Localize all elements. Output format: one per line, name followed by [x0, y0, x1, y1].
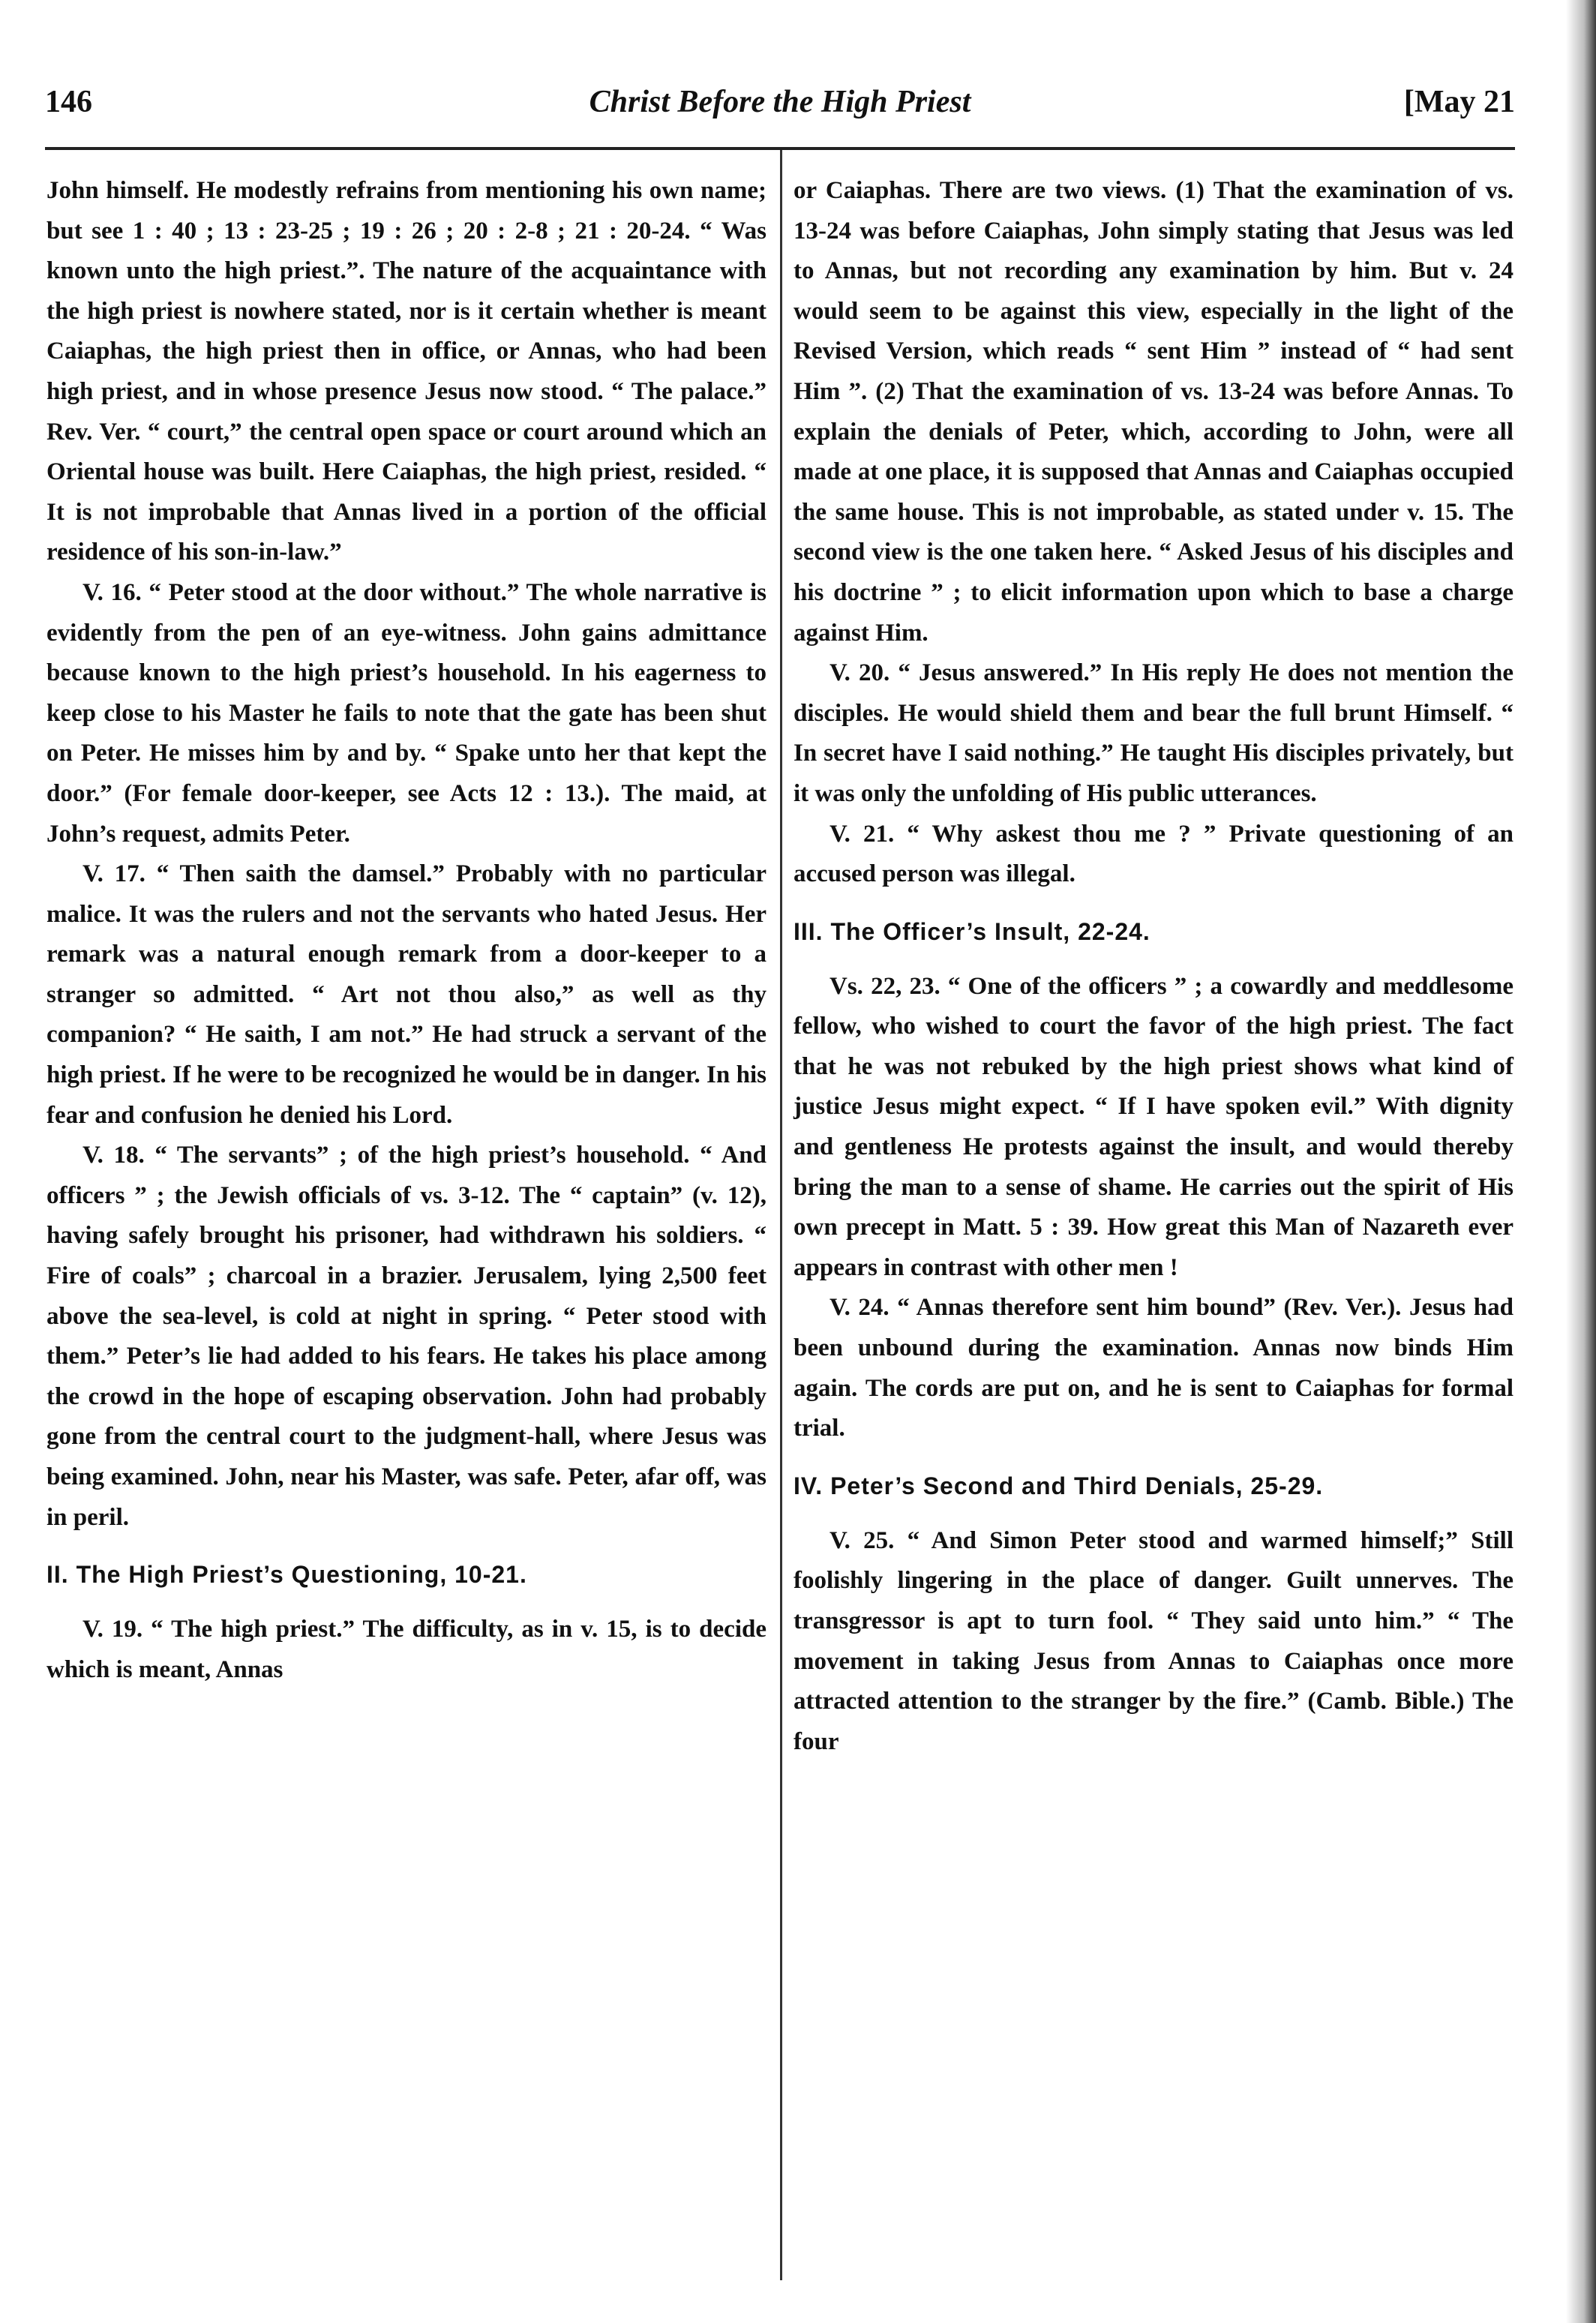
paragraph: Vs. 22, 23. “ One of the officers ” ; a cowardly and meddlesome fellow, who wished to court the favor of the high priest. The fact that he was not rebuked by the high priest shows what kind of justice Jesus might expect. “ If I have spoken evil.” With dignity and gentleness He protests against the insult, and would thereby bring the man to a sense of shame. He carries out the spirit of His own precept in Matt. 5 : 39. How great this Man of Nazareth ever appears in contrast with other men ! — [794, 972, 1514, 1281]
right-column — [794, 171, 1514, 1762]
paragraph: V. 25. “ And Simon Peter stood and warmed himself;” Still foolishly lingering in the place of danger. Guilt unnerves. The transgressor is apt to turn fool. “ They said unto him.” “ The movement in taking Jesus from Annas to Caiaphas once more attracted attention to the stranger by the fire.” (Camb. Bible.) The four — [794, 1526, 1514, 1755]
issue-date: [May 21 — [1403, 85, 1515, 119]
scan-edge-shadow — [1566, 0, 1596, 2323]
paragraph: V. 21. “ Why askest thou me ? ” Private questioning of an accused person was illegal. — [794, 820, 1514, 888]
running-title: Christ Before the High Priest — [589, 85, 971, 119]
paragraph: V. 19. “ The high priest.” The difficulty, as in v. 15, is to decide which is meant, Annas — [46, 1616, 766, 1683]
left-column — [46, 171, 766, 1690]
section-heading: III. The Officer’s Insult, 22-24. — [794, 917, 1150, 945]
paragraph: John himself. He modestly refrains from mentioning his own name; but see 1 : 40 ; 13 : 23-25 ; 19 : 26 ; 20 : 2-8 ; 21 : 20-24. “ Was known unto the high priest.”. The nature of the acquaintance with the high priest is nowhere stated, nor is it certain whether is meant Caiaphas, the high priest then in office, or Annas, who had been high priest, and in whose presence Jesus now stood. “ The palace.” Rev. Ver. “ court,” the central open space or court around which an Oriental house was built. Here Caiaphas, the high priest, resided. “ It is not improbable that Annas lived in a portion of the official residence of his son-in-law.” — [46, 177, 766, 566]
paragraph: V. 17. “ Then saith the damsel.” Probably with no particular malice. It was the rulers and not the servants who hated Jesus. Her remark was a natural enough remark from a door-keeper to a stranger so admitted. “ Art not thou also,” as well as thy companion? “ He saith, I am not.” He had struck a servant of the high priest. If he were to be recognized he would be in danger. In his fear and confusion he denied his Lord. — [46, 860, 766, 1129]
section-heading: II. The High Priest’s Questioning, 10-21. — [46, 1561, 527, 1589]
page-number: 146 — [45, 85, 92, 119]
paragraph: V. 16. “ Peter stood at the door without.” The whole narrative is evidently from the pen of an eye-witness. John gains admittance because known to the high priest’s household. In his eagerness to keep close to his Master he fails to note that the gate has been shut on Peter. He misses him by and by. “ Spake unto her that kept the door.” (For female door-keeper, see Acts 12 : 13.). The maid, at John’s request, admits Peter. — [46, 578, 766, 848]
page-header — [45, 84, 1515, 137]
paragraph: V. 18. “ The servants” ; of the high priest’s household. “ And officers ” ; the Jewish officials of vs. 3-12. The “ captain” (v. 12), having safely brought his prisoner, had withdrawn his soldiers. “ Fire of coals” ; charcoal in a brazier. Jerusalem, lying 2,500 feet above the sea-level, is cold at night in spring. “ Peter stood with them.” Peter’s lie had added to his fears. He takes his place among the crowd in the hope of escaping observation. John had probably gone from the central court to the judgment-hall, where Jesus was being examined. John, near his Master, was safe. Peter, afar off, was in peril. — [46, 1142, 766, 1531]
section-heading: IV. Peter’s Second and Third Denials, 25-29. — [794, 1472, 1324, 1499]
paragraph: or Caiaphas. There are two views. (1) That the examination of vs. 13-24 was before Caiaphas, John simply stating that Jesus was led to Annas, but not recording any examination by him. But v. 24 would seem to be against this view, especially in the light of the Revised Version, which reads “ sent Him ” instead of “ had sent Him ”. (2) That the examination of vs. 13-24 was before Annas. To explain the denials of Peter, which, according to John, were all made at one place, it is supposed that Annas and Caiaphas occupied the same house. This is not improbable, as stated under v. 15. The second view is the one taken here. “ Asked Jesus of his disciples and his doctrine ” ; to elicit information upon which to base a charge against Him. — [794, 177, 1514, 647]
column-divider — [780, 150, 782, 2280]
paragraph: V. 20. “ Jesus answered.” In His reply He does not mention the disciples. He would shield them and bear the full brunt Himself. “ In secret have I said nothing.” He taught His disciples privately, but it was only the unfolding of His public utterances. — [794, 659, 1514, 807]
paragraph: V. 24. “ Annas therefore sent him bound” (Rev. Ver.). Jesus had been unbound during the examination. Annas now binds Him again. The cords are put on, and he is sent to Caiaphas for formal trial. — [794, 1294, 1514, 1442]
